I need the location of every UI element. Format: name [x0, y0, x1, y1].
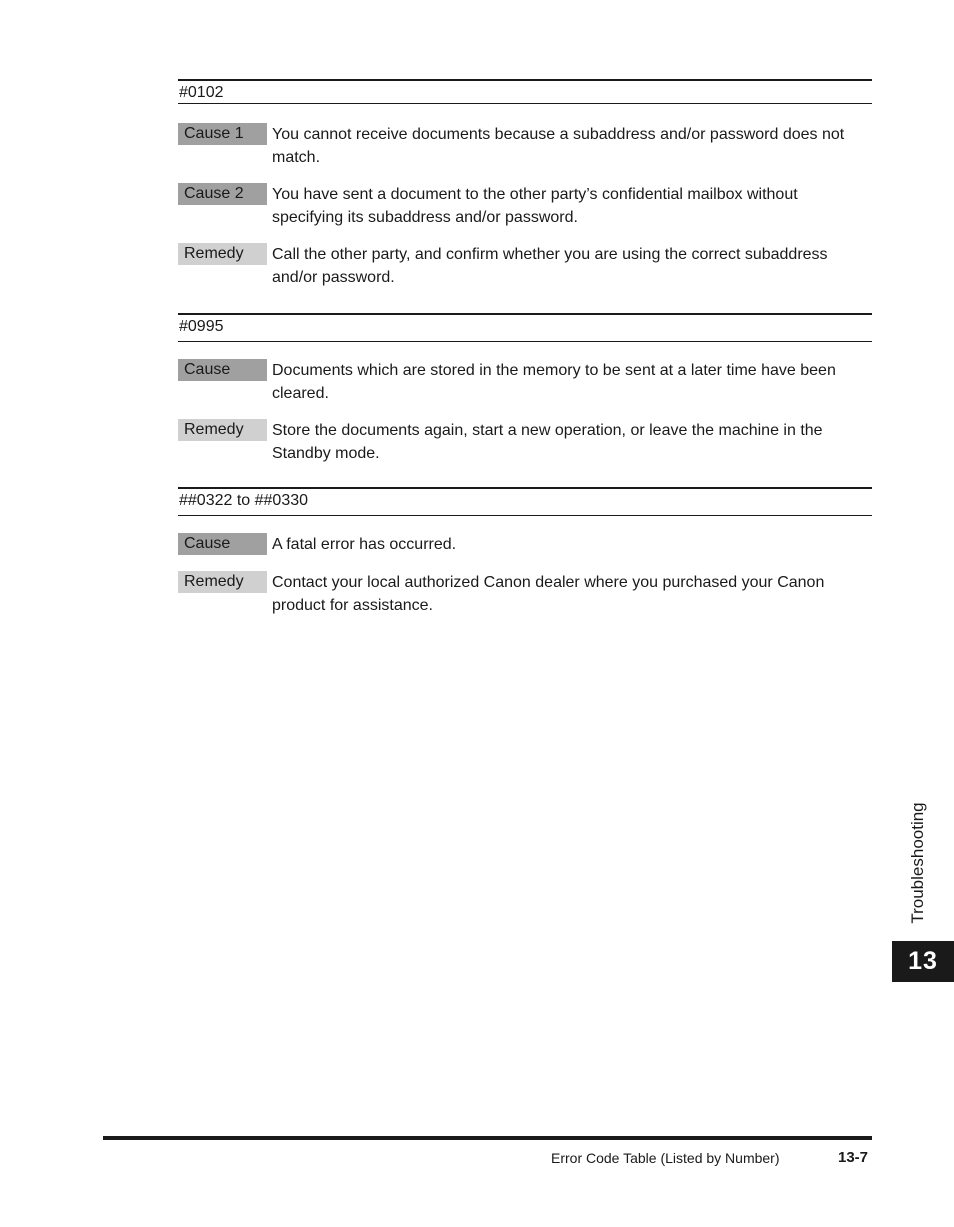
cause-text: You have sent a document to the other party’s confidential mailbox without specifying its subaddress and/or password. [272, 186, 798, 226]
remedy-entry [178, 571, 872, 617]
cause-text: Documents which are stored in the memory to be sent at a later time have been cleared. [272, 362, 836, 402]
error-section-0322-0330 [178, 487, 872, 617]
chapter-side-tab-label: Troubleshooting [908, 801, 927, 924]
cause-label: Cause 1 [178, 123, 267, 145]
remedy-text: Call the other party, and confirm whether you are using the correct subaddress and/or password. [272, 246, 828, 286]
remedy-text: Store the documents again, start a new operation, or leave the machine in the Standby mode. [272, 422, 823, 462]
cause-entry [178, 533, 872, 556]
cause-label: Cause [178, 359, 267, 381]
cause-entry [178, 123, 872, 169]
remedy-text: Contact your local authorized Canon dealer where you purchased your Canon product for assistance. [272, 574, 825, 614]
error-section-0995 [178, 313, 872, 465]
footer-rule [103, 1136, 872, 1140]
remedy-entry [178, 419, 872, 465]
remedy-entry [178, 243, 872, 289]
chapter-number-badge: 13 [892, 941, 954, 982]
cause-label: Cause 2 [178, 183, 267, 205]
remedy-label: Remedy [178, 243, 267, 265]
cause-text: You cannot receive documents because a subaddress and/or password does not match. [272, 126, 845, 166]
cause-entry [178, 359, 872, 405]
cause-label: Cause [178, 533, 267, 555]
error-section-0102 [178, 79, 872, 289]
error-code-heading: #0995 [178, 313, 872, 342]
error-code-heading: ##0322 to ##0330 [178, 487, 872, 516]
remedy-label: Remedy [178, 571, 267, 593]
footer-title: Error Code Table (Listed by Number) [551, 1150, 780, 1166]
chapter-side-tab [888, 795, 948, 930]
error-code-heading: #0102 [178, 79, 872, 104]
remedy-label: Remedy [178, 419, 267, 441]
cause-text: A fatal error has occurred. [272, 536, 457, 553]
cause-entry [178, 183, 872, 229]
page-number: 13-7 [838, 1149, 869, 1166]
